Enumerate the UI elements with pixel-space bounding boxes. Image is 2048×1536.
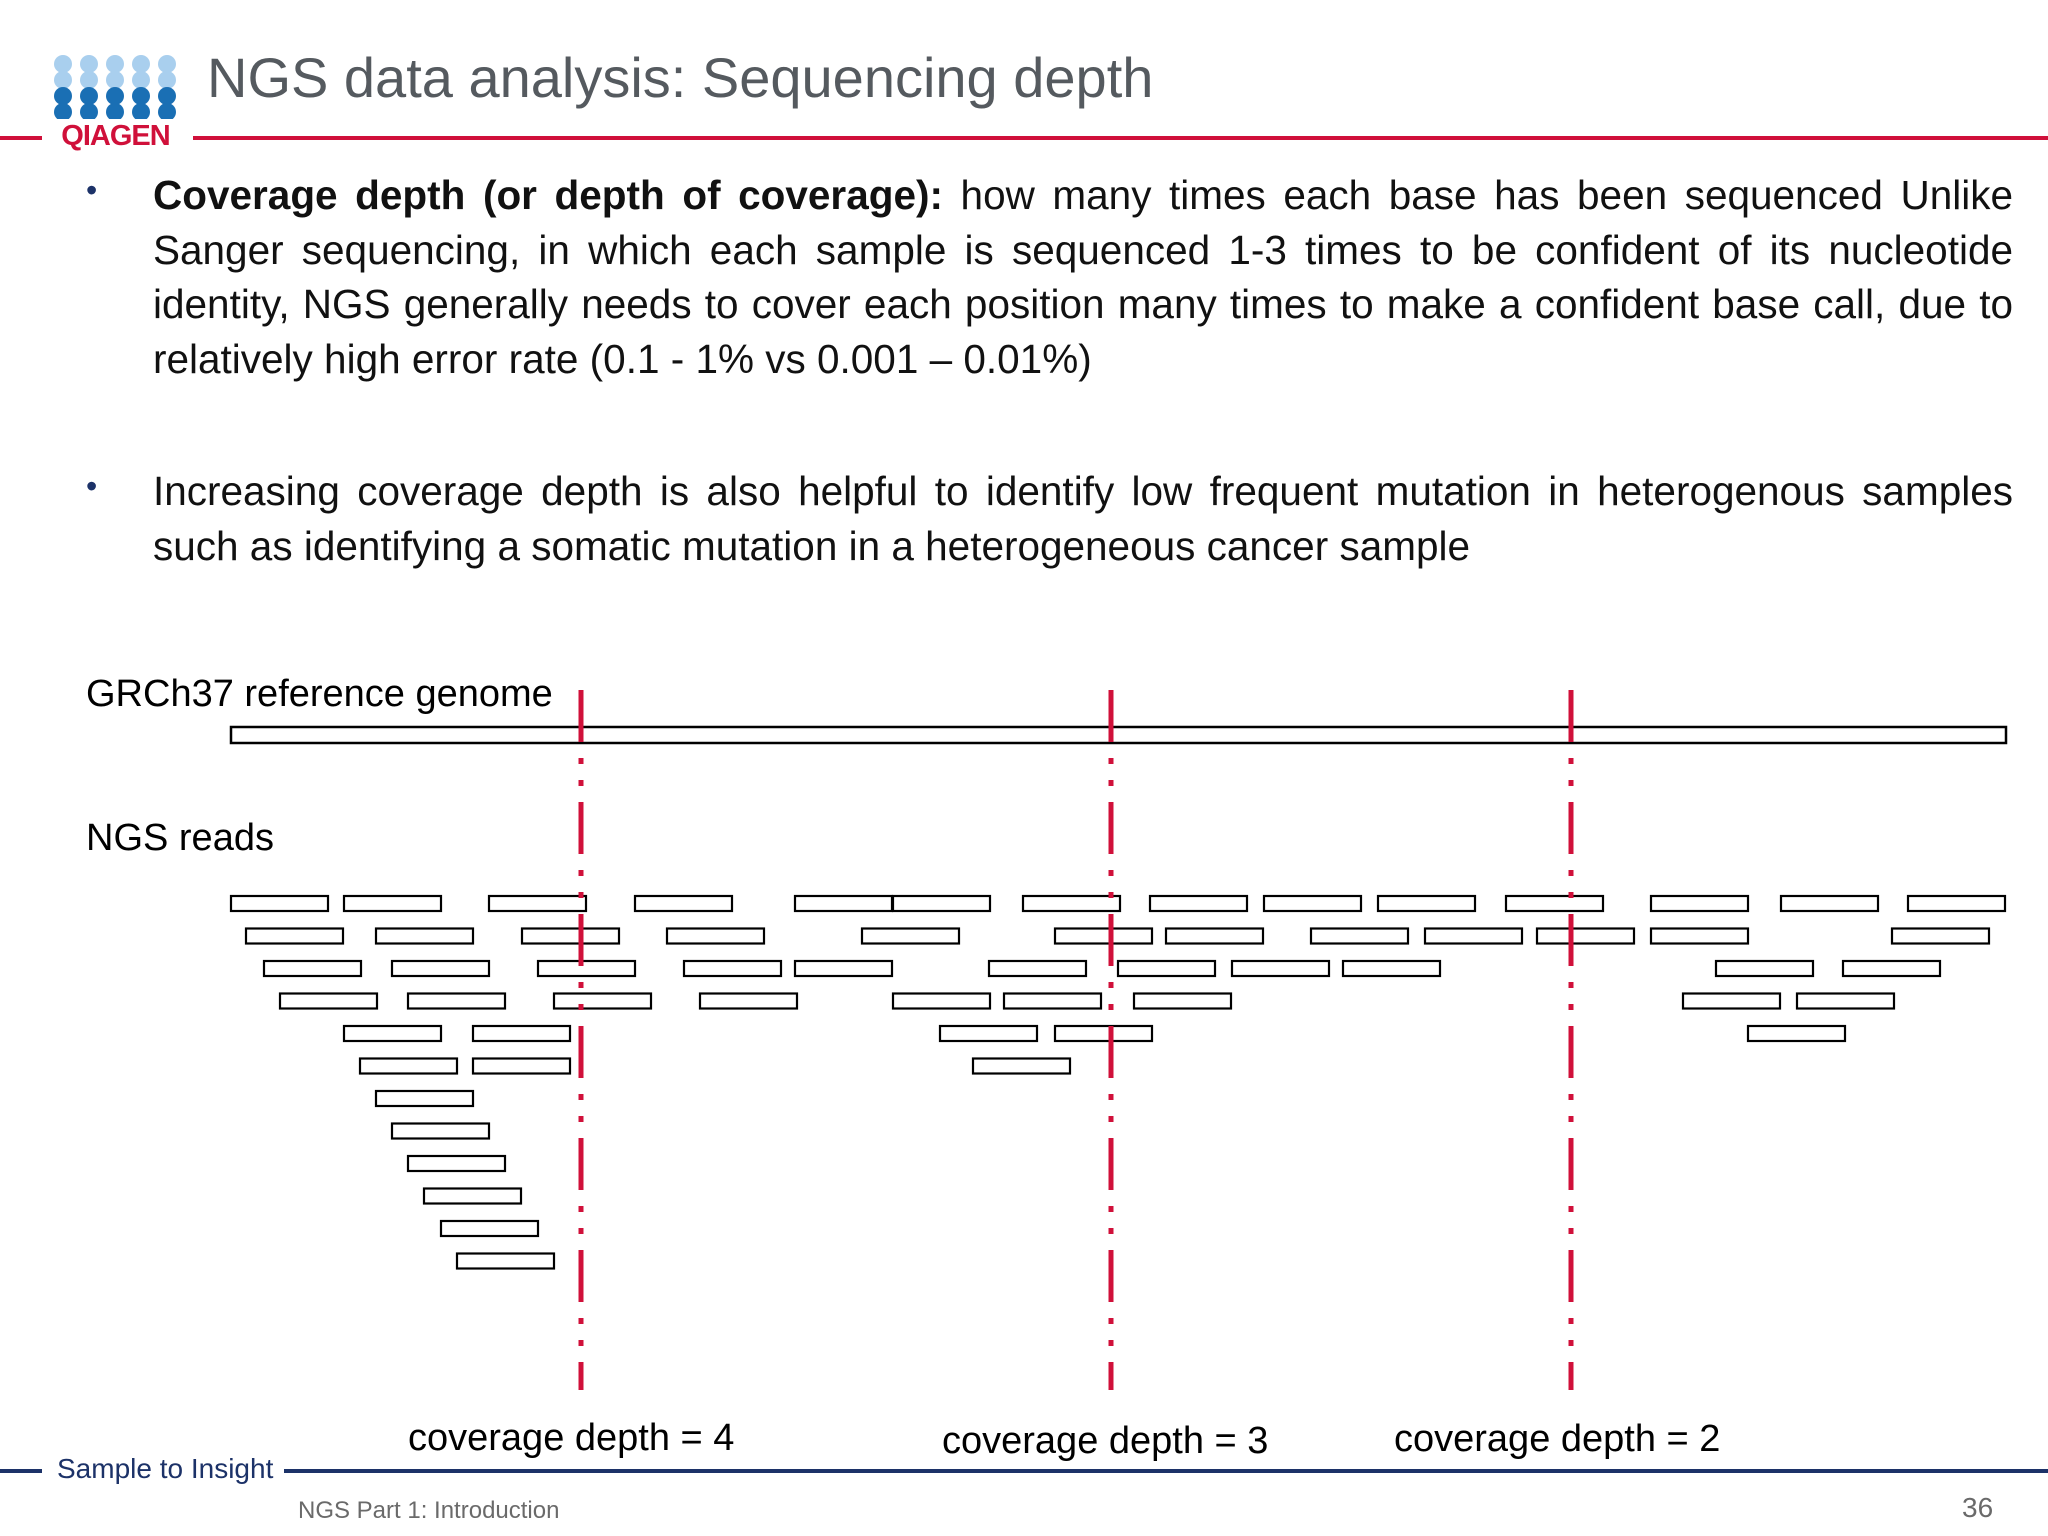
ngs-read [1781, 896, 1878, 911]
ngs-read [1311, 929, 1408, 944]
ngs-read [1843, 961, 1940, 976]
ngs-read [795, 961, 892, 976]
ngs-read [795, 896, 892, 911]
ngs-read [940, 1026, 1037, 1041]
ngs-read [376, 929, 473, 944]
ngs-read [1150, 896, 1247, 911]
coverage-depth-label-3: coverage depth = 2 [1394, 1418, 1721, 1460]
ngs-read [1537, 929, 1634, 944]
ngs-read [376, 1091, 473, 1106]
footer-rule [284, 1469, 2048, 1473]
ngs-read [1004, 994, 1101, 1009]
ngs-read [1055, 929, 1152, 944]
ngs-read [893, 994, 990, 1009]
ngs-read [1506, 896, 1603, 911]
reference-genome-bar [231, 727, 2006, 743]
ngs-read [973, 1059, 1070, 1074]
ngs-read [684, 961, 781, 976]
ngs-read [1378, 896, 1475, 911]
ngs-read [700, 994, 797, 1009]
ngs-read [1232, 961, 1329, 976]
ngs-reads-label: NGS reads [86, 817, 274, 859]
ngs-read [554, 994, 651, 1009]
ngs-read [1264, 896, 1361, 911]
ngs-read [1425, 929, 1522, 944]
ngs-read [1797, 994, 1894, 1009]
ngs-read [1343, 961, 1440, 976]
ngs-read [408, 994, 505, 1009]
page-number: 36 [1962, 1492, 1994, 1523]
ngs-read [1134, 994, 1231, 1009]
ngs-read [1716, 961, 1813, 976]
ngs-read [1651, 929, 1748, 944]
ngs-read [280, 994, 377, 1009]
ngs-read [360, 1059, 457, 1074]
ngs-read [344, 896, 441, 911]
ngs-read [1683, 994, 1780, 1009]
ngs-read [344, 1026, 441, 1041]
ngs-read [538, 961, 635, 976]
ngs-read [457, 1254, 554, 1269]
ngs-read [862, 929, 959, 944]
bullet-body: Increasing coverage depth is also helpful to identify low frequent mutation in heterogenous samples such as identifying a somatic mutation in a heterogeneous cancer sample [153, 468, 2013, 569]
ngs-read [893, 896, 990, 911]
ngs-read [1908, 896, 2005, 911]
ngs-read [1651, 896, 1748, 911]
coverage-depth-label-2: coverage depth = 3 [942, 1420, 1269, 1462]
ngs-read [667, 929, 764, 944]
ngs-read [473, 1059, 570, 1074]
coverage-depth-label-1: coverage depth = 4 [408, 1417, 735, 1459]
footer-course-name: NGS Part 1: Introduction [298, 1497, 560, 1524]
ngs-read [392, 1124, 489, 1139]
ngs-read [408, 1156, 505, 1171]
logo-wordmark: QIAGEN [61, 120, 170, 152]
reference-genome-label: GRCh37 reference genome [86, 673, 553, 715]
bullet-marker: • [86, 172, 98, 208]
ngs-read [489, 896, 586, 911]
ngs-read [1023, 896, 1120, 911]
bullet-definition: how many times each base has been sequenced Unlike Sanger sequencing, in which each sample is sequenced 1-3 times to be confident of its nucleotide identity, NGS generally needs to cover each position many times to make a confident base call, due to relatively high error rate (0.1 - 1% vs 0.001 – 0.01%) [153, 172, 2013, 382]
ngs-read [1748, 1026, 1845, 1041]
footer-tagline: Sample to Insight [57, 1453, 274, 1484]
ngs-reads-group [231, 896, 2005, 1269]
ngs-read [441, 1221, 538, 1236]
ngs-read [392, 961, 489, 976]
ngs-read [1166, 929, 1263, 944]
bullet-term: Coverage depth (or depth of coverage): [153, 172, 943, 218]
ngs-read [264, 961, 361, 976]
footer-rule-left [0, 1469, 42, 1473]
ngs-read [1892, 929, 1989, 944]
ngs-read [473, 1026, 570, 1041]
ngs-read [989, 961, 1086, 976]
ngs-read [246, 929, 343, 944]
ngs-read [635, 896, 732, 911]
page-title: NGS data analysis: Sequencing depth [207, 46, 1154, 109]
ngs-read [424, 1189, 521, 1204]
ngs-read [522, 929, 619, 944]
bullet-marker: • [86, 468, 98, 504]
ngs-read [1055, 1026, 1152, 1041]
ngs-read [1118, 961, 1215, 976]
ngs-read [231, 896, 328, 911]
